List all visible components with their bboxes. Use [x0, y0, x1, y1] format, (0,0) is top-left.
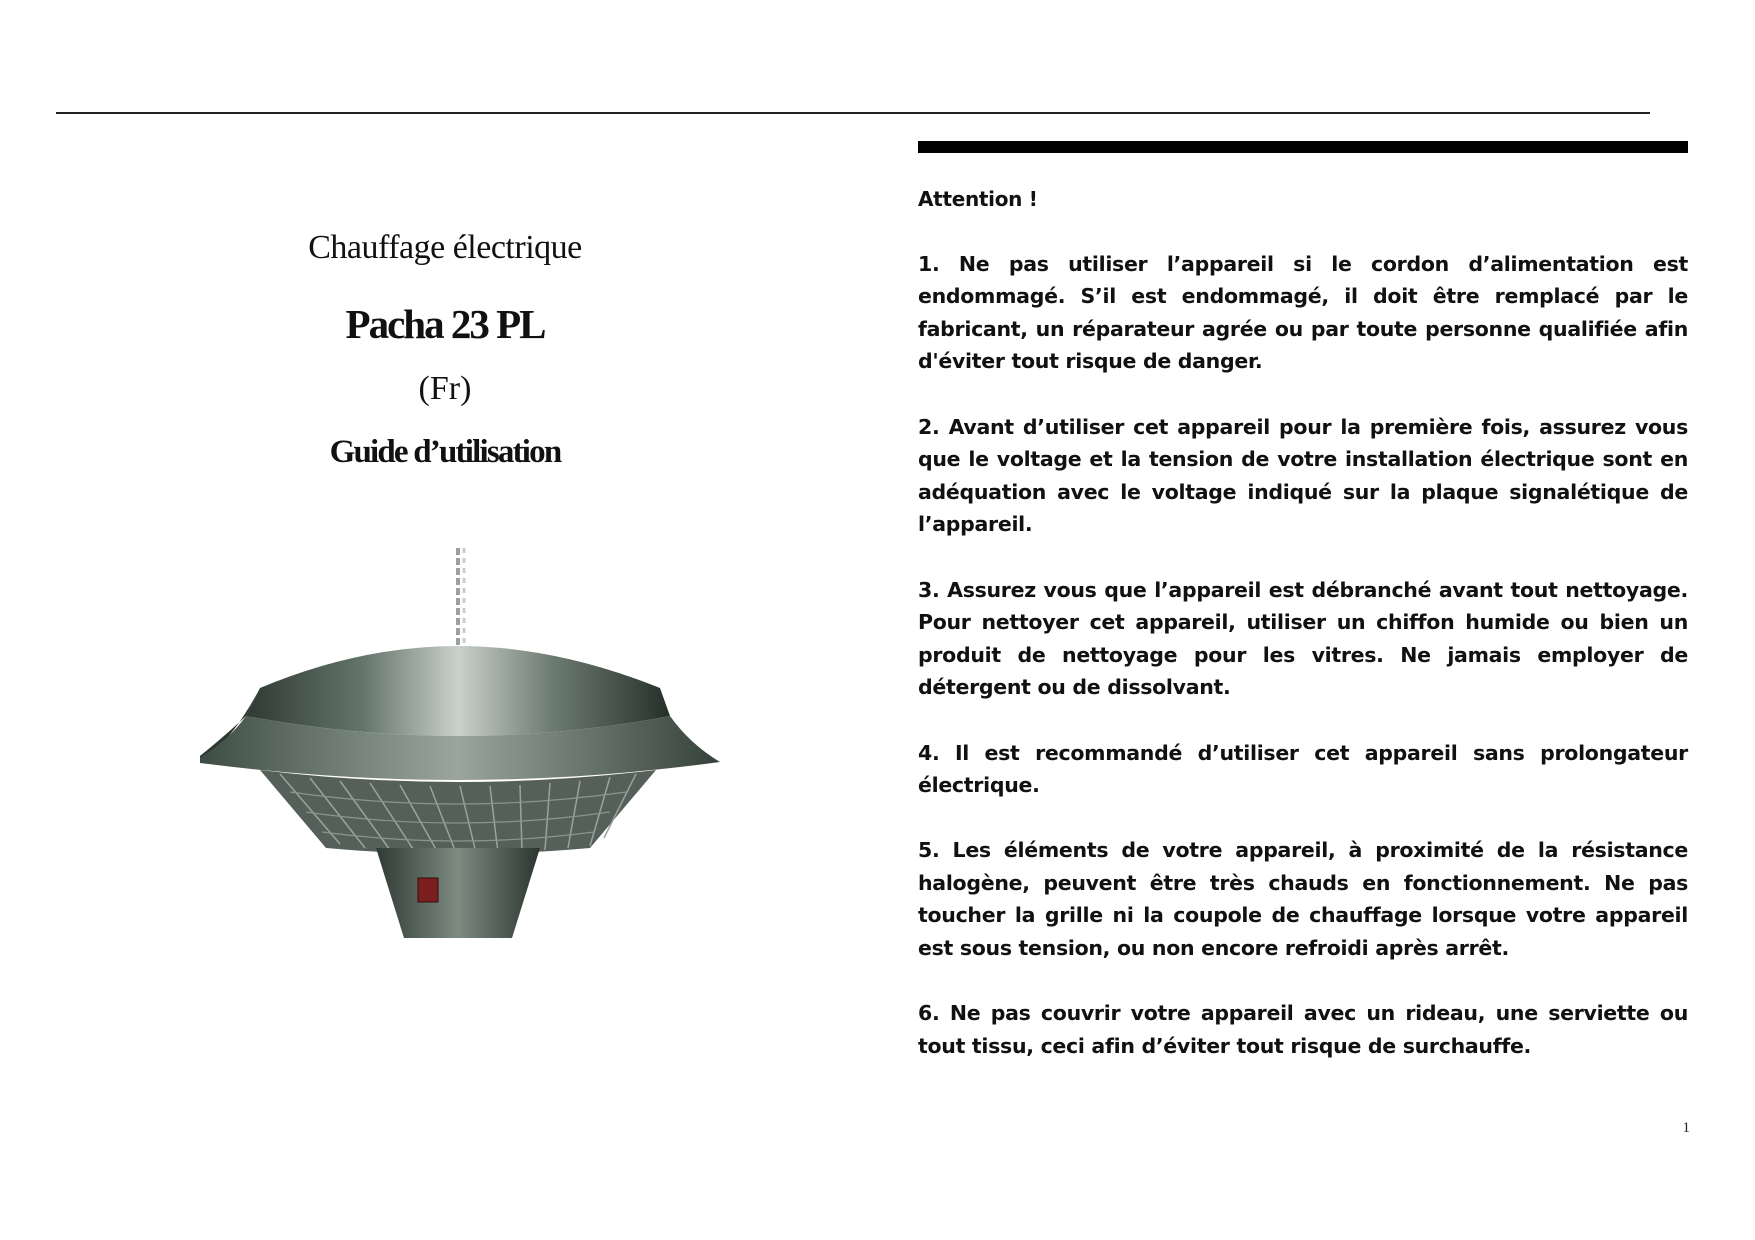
warning-item: 6. Ne pas couvrir votre appareil avec un rideau, une serviette ou tout tissu, ceci afin d’éviter tout risque de surchauffe. [918, 1001, 1688, 1058]
page-number: 1 [1682, 1120, 1690, 1136]
warning-item: 3. Assurez vous que l’appareil est débranché avant tout nettoyage. Pour nettoyer cet appareil, utiliser un chiffon humide ou bien un produit de nettoyage pour les vitres. Ne jamais employer de détergent ou de dissolvant. [918, 577, 1688, 700]
warning-item: 1. Ne pas utiliser l’appareil si le cordon d’alimentation est endommagé. S’il est endommagé, il doit être remplacé par le fabricant, un réparateur agrée ou par toute personne qualifiée afin d'éviter tout risque de danger. [918, 251, 1688, 374]
warning-item: 4. Il est recommandé d’utiliser cet appareil sans prolongateur électrique. [918, 740, 1688, 798]
patio-heater-image [200, 548, 720, 948]
warning-item: 5. Les éléments de votre appareil, à proximité de la résistance halogène, peuvent être très chauds en fonctionnement. Ne pas toucher la grille ni la coupole de chauffage lorsque votre appareil est sous tension, ou non encore refroidi après arrêt. [918, 838, 1688, 961]
product-model: Pacha 23 PL [345, 301, 545, 347]
section-divider [918, 141, 1688, 153]
top-divider [56, 112, 1650, 114]
warnings-heading: Attention ! [918, 187, 1038, 211]
guide-title: Guide d’utilisation [329, 434, 561, 470]
indicator-light [418, 878, 438, 902]
cover-title-block [120, 222, 770, 480]
heater-dome [246, 646, 670, 736]
product-category: Chauffage électrique [308, 229, 582, 266]
heater-base [376, 848, 540, 938]
warning-item: 2. Avant d’utiliser cet appareil pour la première fois, assurez vous que le voltage et la tension de votre installation électrique sont en adéquation avec le voltage indiqué sur la plaque signalétique de l’appareil. [918, 414, 1688, 537]
language-label: (Fr) [418, 370, 472, 407]
heating-grille [260, 770, 656, 854]
warnings-section [918, 183, 1688, 1095]
